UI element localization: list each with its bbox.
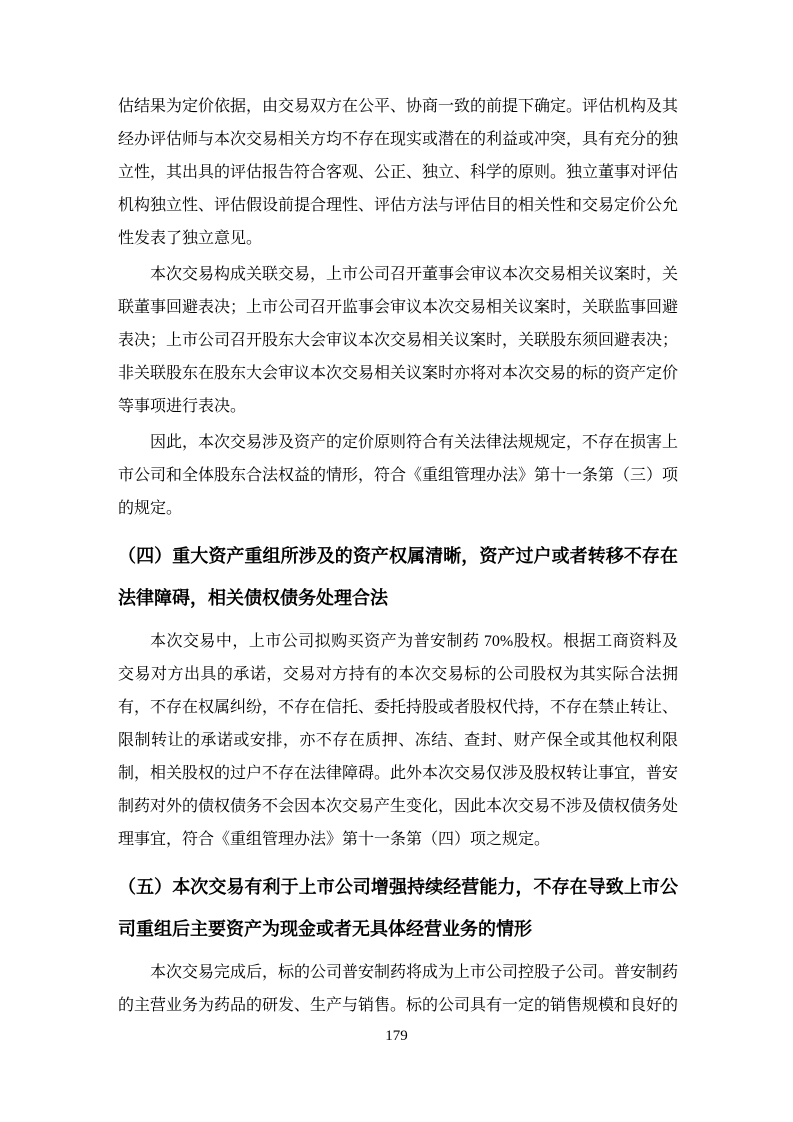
paragraph-related-transaction-voting: 本次交易构成关联交易，上市公司召开董事会审议本次交易相关议案时，关联董事回避表决；上市公司召开监事会审议本次交易相关议案时，关联监事回避表决；上市公司召开股东大会审议本次交易相关议案时，关联股东须回避表决；非关联股东在股东大会审议本次交易相关议案时亦将对本次交易的标的资产定价等事项进行表决。: [118, 266, 679, 415]
page-number: 179: [385, 1028, 408, 1044]
paragraph-equity-ownership: 本次交易中，上市公司拟购买资产为普安制药 70%股权。根据工商资料及交易对方出具的承诺，交易对方持有的本次交易标的公司股权为其实际合法拥有，不存在权属纠纷，不存在信托、委托持股或者股权代持，不存在禁止转让、限制转让的承诺或安排，亦不存在质押、冻结、查封、财产保全或其他权利限制，相关股权的过户不存在法律障碍。此外本次交易仅涉及股权转让事宜，普安制药对外的债权债务不会因本次交易产生变化，因此本次交易不涉及债权债务处理事宜，符合《重组管理办法》第十一条第（四）项之规定。: [118, 633, 679, 848]
section-heading-4: （四）重大资产重组所涉及的资产权属清晰，资产过户或者转移不存在法律障碍，相关债权债务处理合法: [118, 546, 678, 608]
paragraph-post-transaction: 本次交易完成后，标的公司普安制药将成为上市公司控股子公司。普安制药的主营业务为药品的研发、生产与销售。标的公司具有一定的销售规模和良好的: [118, 964, 679, 1014]
paragraph-valuation-independence: 估结果为定价依据，由交易双方在公平、协商一致的前提下确定。评估机构及其经办评估师与本次交易相关方均不存在现实或潜在的利益或冲突，具有充分的独立性，其出具的评估报告符合客观、公正、独立、科学的原则。独立董事对评估机构独立性、评估假设前提合理性、评估方法与评估目的相关性和交易定价公允性发表了独立意见。: [118, 98, 679, 247]
section-heading-5: （五）本次交易有利于上市公司增强持续经营能力，不存在导致上市公司重组后主要资产为现金或者无具体经营业务的情形: [118, 877, 678, 939]
page-content: [118, 90, 678, 1025]
paragraph-pricing-conclusion: 因此，本次交易涉及资产的定价原则符合有关法律法规规定，不存在损害上市公司和全体股东合法权益的情形，符合《重组管理办法》第十一条第（三）项的规定。: [118, 434, 679, 517]
